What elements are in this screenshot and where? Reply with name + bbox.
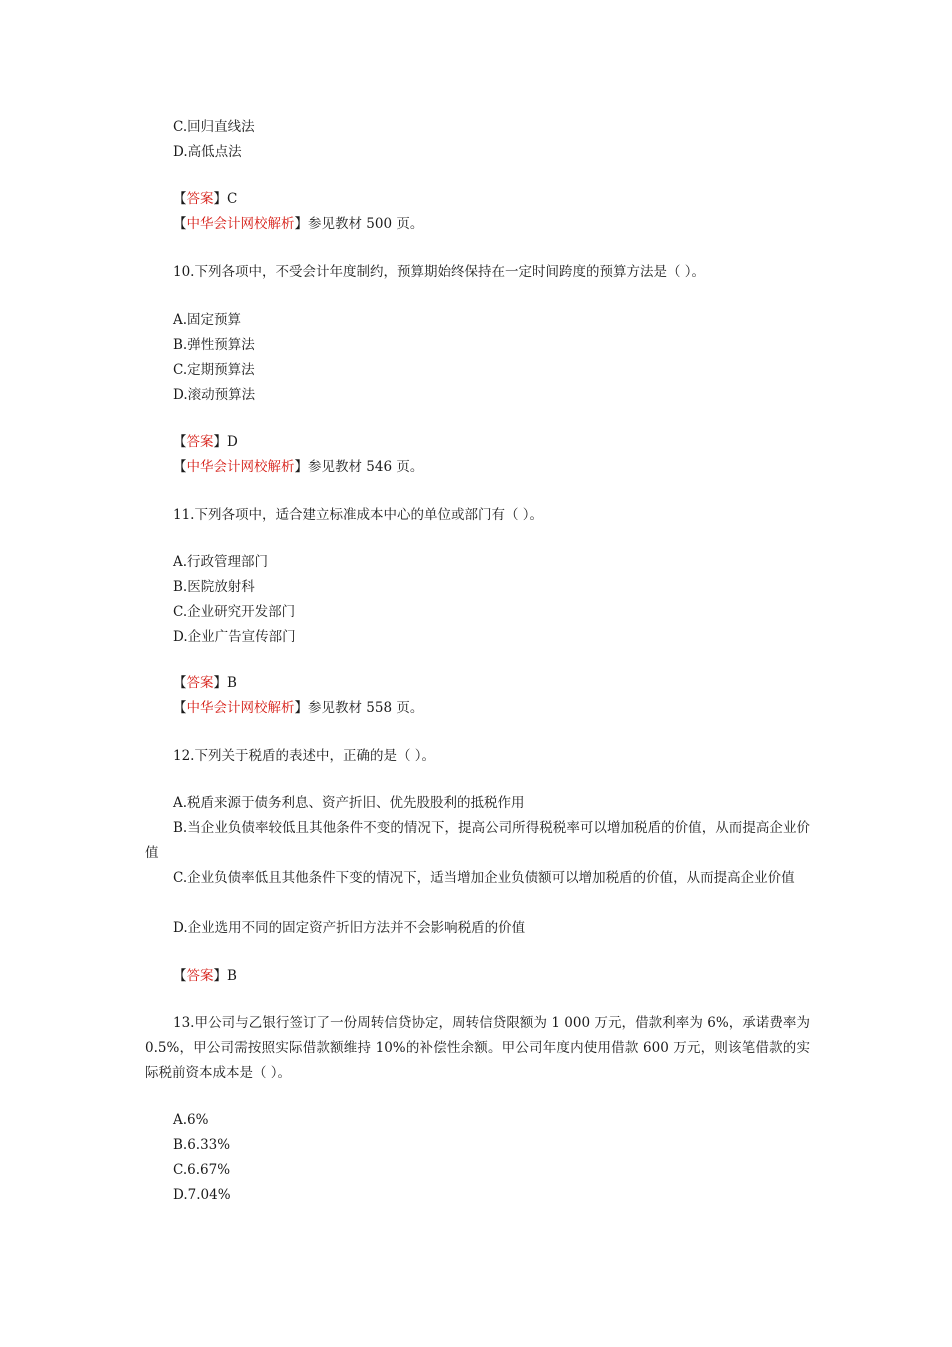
answer-value: B — [227, 968, 237, 984]
q9-options — [145, 115, 810, 165]
q13-question-block — [145, 1011, 810, 1086]
analysis-text: 参见教材 558 页。 — [308, 700, 424, 716]
q13-option-d: D.7.04% — [173, 1187, 231, 1203]
q11-options — [145, 550, 810, 650]
q9-option-c: C.回归直线法 — [173, 119, 255, 135]
q10-answer: 【答案】D — [173, 434, 238, 450]
q9-answer: 【答案】C — [173, 191, 238, 207]
q10-answer-block — [145, 430, 810, 480]
q12-option-a: A.税盾来源于债务利息、资产折旧、优先股股利的抵税作用 — [173, 795, 525, 811]
q12-answer-block — [145, 964, 810, 989]
q10-option-d: D.滚动预算法 — [173, 387, 256, 403]
answer-value: B — [227, 675, 237, 691]
q11-option-d: D.企业广告宣传部门 — [173, 629, 296, 645]
q13-question: 13.甲公司与乙银行签订了一份周转信贷协定，周转信贷限额为 1 000 万元，借款利率为 6%，承诺费率为 0.5%，甲公司需按照实际借款额维持 10%的补偿性余额。甲公司年度内使用借款 600 万元，则该笔借款的实际税前资本成本是（ ）。 — [145, 1015, 810, 1081]
answer-value: D — [227, 434, 238, 450]
q11-answer: 【答案】B — [173, 675, 237, 691]
q10-option-b: B.弹性预算法 — [173, 337, 255, 353]
q10-question: 10.下列各项中，不受会计年度制约，预算期始终保持在一定时间跨度的预算方法是（ ）。 — [173, 264, 706, 280]
q11-option-b: B.医院放射科 — [173, 579, 255, 595]
answer-label: 答案 — [186, 434, 214, 450]
q12-answer: 【答案】B — [173, 968, 237, 984]
q12-option-b: B.当企业负债率较低且其他条件不变的情况下，提高公司所得税税率可以增加税盾的价值，从而提高企业价值 — [145, 820, 810, 861]
q13-option-c: C.6.67% — [173, 1162, 231, 1178]
q12-question-block — [145, 744, 810, 769]
q9-option-d: D.高低点法 — [173, 144, 242, 160]
analysis-label: 中华会计网校解析 — [186, 700, 295, 716]
q12-options — [145, 791, 810, 941]
q13-option-a: A.6% — [173, 1112, 209, 1128]
q11-answer-block — [145, 671, 810, 721]
q10-option-a: A.固定预算 — [173, 312, 242, 328]
answer-label: 答案 — [186, 968, 214, 984]
answer-label: 答案 — [186, 191, 214, 207]
analysis-label: 中华会计网校解析 — [186, 216, 295, 232]
q11-option-c: C.企业研究开发部门 — [173, 604, 296, 620]
q13-options — [145, 1108, 810, 1208]
q10-option-c: C.定期预算法 — [173, 362, 255, 378]
q11-question-block — [145, 503, 810, 528]
q10-question-block — [145, 260, 810, 285]
answer-label: 答案 — [186, 675, 214, 691]
q12-question: 12.下列关于税盾的表述中，正确的是（ ）。 — [173, 748, 436, 764]
q10-analysis: 【中华会计网校解析】参见教材 546 页。 — [173, 459, 424, 475]
q11-question: 11.下列各项中，适合建立标准成本中心的单位或部门有（ ）。 — [173, 507, 544, 523]
answer-value: C — [227, 191, 238, 207]
q13-option-b: B.6.33% — [173, 1137, 231, 1153]
q9-analysis: 【中华会计网校解析】参见教材 500 页。 — [173, 216, 424, 232]
analysis-text: 参见教材 546 页。 — [308, 459, 424, 475]
analysis-label: 中华会计网校解析 — [186, 459, 295, 475]
q12-option-c: C.企业负债率低且其他条件下变的情况下，适当增加企业负债额可以增加税盾的价值，从而提高企业价值 — [173, 870, 795, 886]
analysis-text: 参见教材 500 页。 — [308, 216, 424, 232]
q11-option-a: A.行政管理部门 — [173, 554, 269, 570]
q12-option-d: D.企业选用不同的固定资产折旧方法并不会影响税盾的价值 — [173, 920, 526, 936]
q10-options — [145, 308, 810, 408]
q9-answer-block — [145, 187, 810, 237]
q11-analysis: 【中华会计网校解析】参见教材 558 页。 — [173, 700, 424, 716]
